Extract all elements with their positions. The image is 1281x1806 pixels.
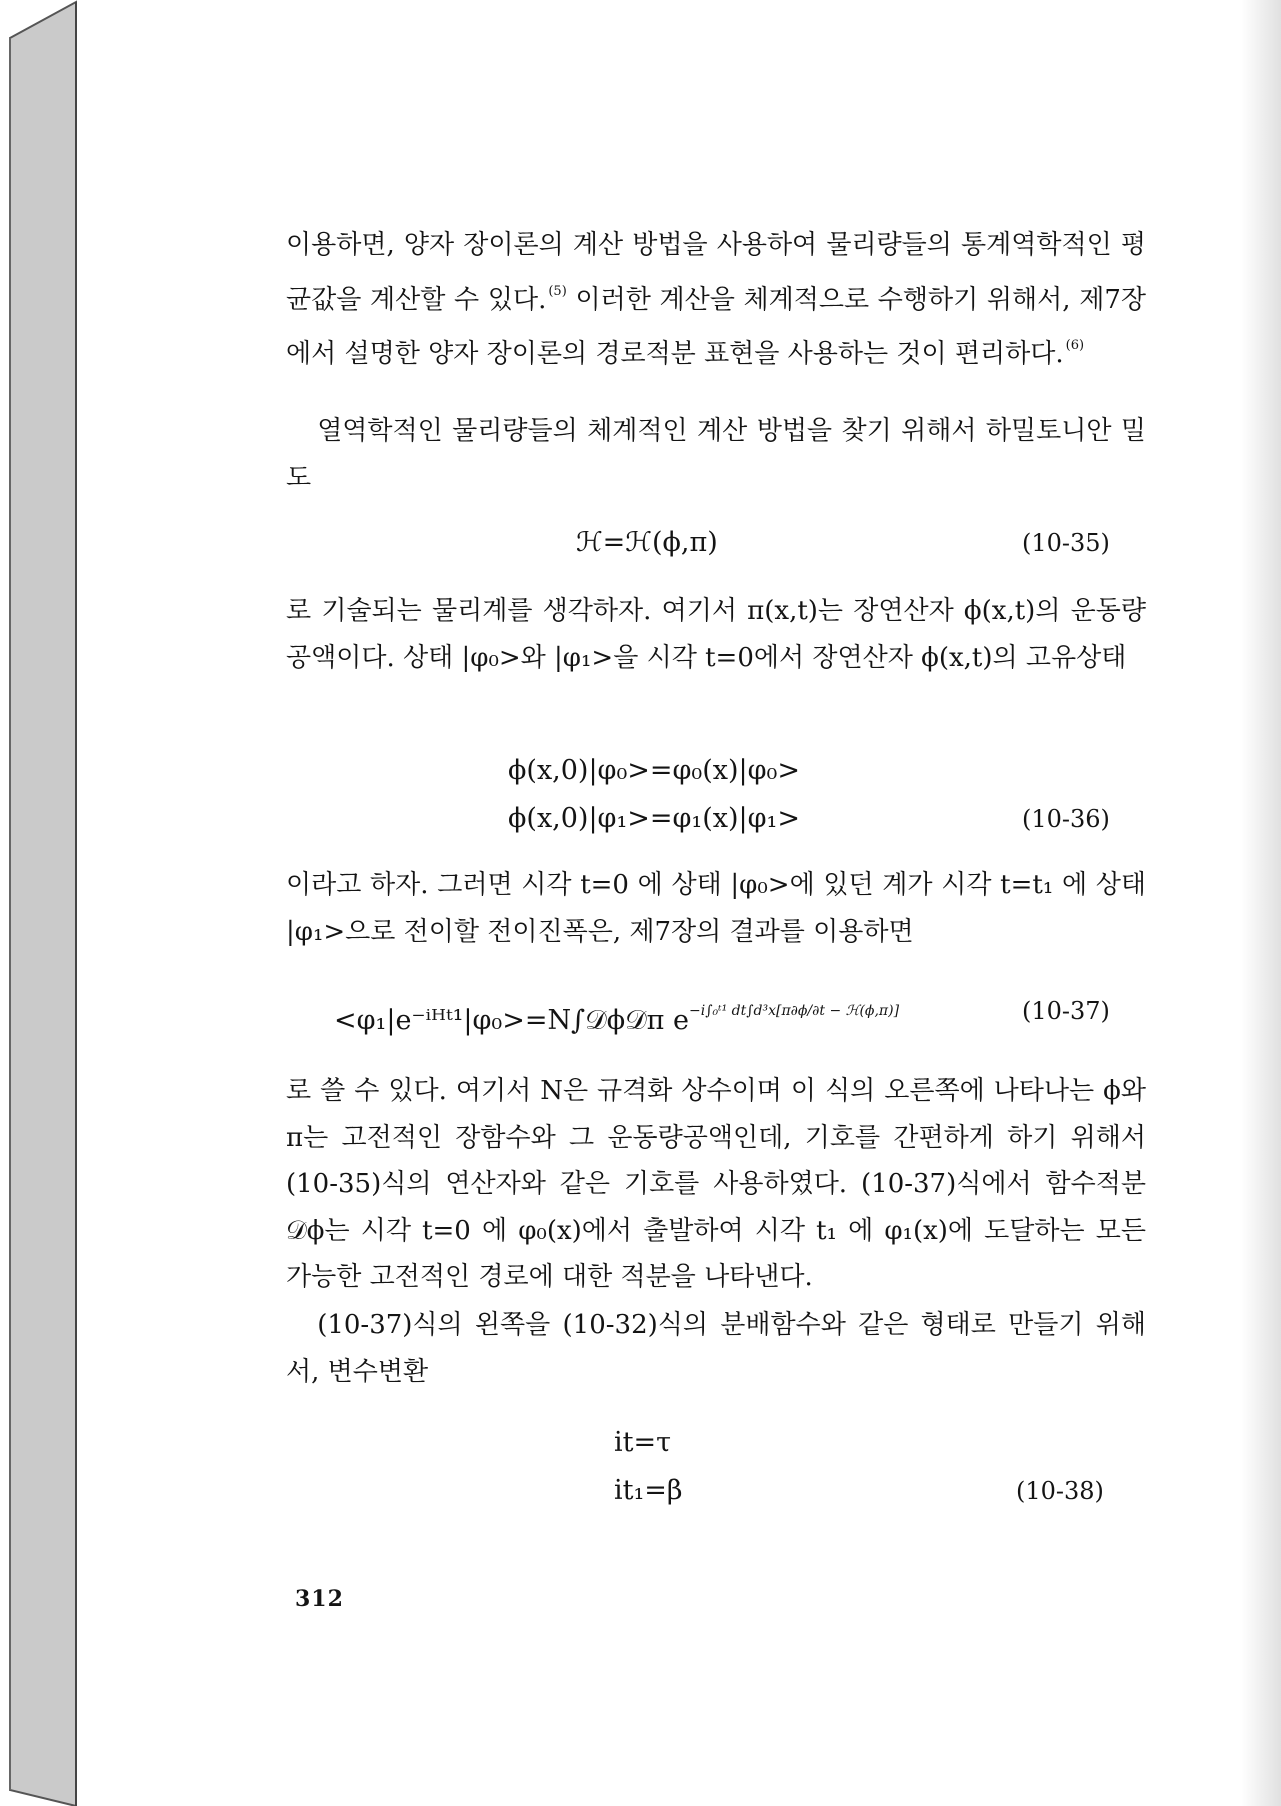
book-side-edge: [0, 0, 84, 1806]
equation-10-36-line-2: ϕ(x,0)|φ₁>=φ₁(x)|φ₁>: [508, 803, 801, 834]
paragraph-6: [286, 1302, 1146, 1395]
equation-10-35: ℋ=ℋ(ϕ,π): [576, 527, 718, 558]
equation-10-36-line-1: ϕ(x,0)|φ₀>=φ₀(x)|φ₀>: [508, 755, 801, 786]
paragraph-6-text: (10-37)식의 왼쪽을 (10-32)식의 분배함수와 같은 형태로 만들기 위해서, 변수변환: [286, 1310, 1146, 1387]
paragraph-3: [286, 588, 1146, 681]
equation-number-10-35: (10-35): [1022, 529, 1110, 557]
paragraph-1: [286, 222, 1146, 378]
paragraph-5-text: 로 쓸 수 있다. 여기서 N은 규격화 상수이며 이 식의 오른쪽에 나타나는 ϕ와 π는 고전적인 장함수와 그 운동량공액인데, 기호를 간편하게 하기 위해서 (10-35)식의 연산자와 같은 기호를 사용하였다. (10-37)식에서 함수적분 𝒟ϕ는 시각 t=0 에 φ₀(x)에서 출발하여 시각 t₁ 에 φ₁(x)에 도달하는 모든 가능한 고전적인 경로에 대한 적분을 나타낸다.: [286, 1076, 1146, 1292]
equation-10-37-exponent: −i∫₀ᵗ¹ dt∫d³x[π∂ϕ/∂t − ℋ(ϕ,π)]: [689, 1003, 900, 1019]
page-right-shadow: [1241, 0, 1281, 1806]
paragraph-4-text: 이라고 하자. 그러면 시각 t=0 에 상태 |φ₀>에 있던 계가 시각 t=t₁ 에 상태 |φ₁>으로 전이할 전이진폭은, 제7장의 결과를 이용하면: [286, 870, 1146, 947]
equation-10-37-main: <φ₁|e⁻ⁱᴴᵗ¹|φ₀>=N∫𝒟ϕ𝒟π e: [334, 1005, 689, 1036]
page-number: 312: [295, 1586, 344, 1612]
equation-10-38-line-2: it₁=β: [614, 1475, 683, 1506]
paragraph-5: [286, 1068, 1146, 1301]
equation-number-10-36: (10-36): [1022, 805, 1110, 833]
paragraph-1-text-b: 이러한 계산을 체계적으로 수행하기 위해서, 제7장에서 설명한 양자 장이론의 경로적분 표현을 사용하는 것이 편리하다.: [286, 284, 1146, 369]
equation-number-10-38: (10-38): [1016, 1477, 1104, 1505]
equation-10-37: [334, 992, 899, 1040]
paragraph-1-text-a: 이용하면, 양자 장이론의 계산 방법을 사용하여 물리량들의 통계역학적인 평균값을 계산할 수 있다.: [286, 230, 1146, 315]
equation-number-10-37: (10-37): [1022, 997, 1110, 1025]
paragraph-4: [286, 862, 1146, 955]
footnote-ref-5: (5): [548, 283, 567, 299]
paragraph-2: [286, 408, 1146, 501]
footnote-ref-6: (6): [1065, 338, 1085, 353]
paragraph-2-text: 열역학적인 물리량들의 체계적인 계산 방법을 찾기 위해서 하밀토니안 밀도: [286, 416, 1146, 493]
equation-10-38-line-1: it=τ: [614, 1427, 672, 1458]
paragraph-3-text: 로 기술되는 물리계를 생각하자. 여기서 π(x,t)는 장연산자 ϕ(x,t)의 운동량공액이다. 상태 |φ₀>와 |φ₁>을 시각 t=0에서 장연산자 ϕ(x,t)의 고유상태: [286, 596, 1146, 673]
